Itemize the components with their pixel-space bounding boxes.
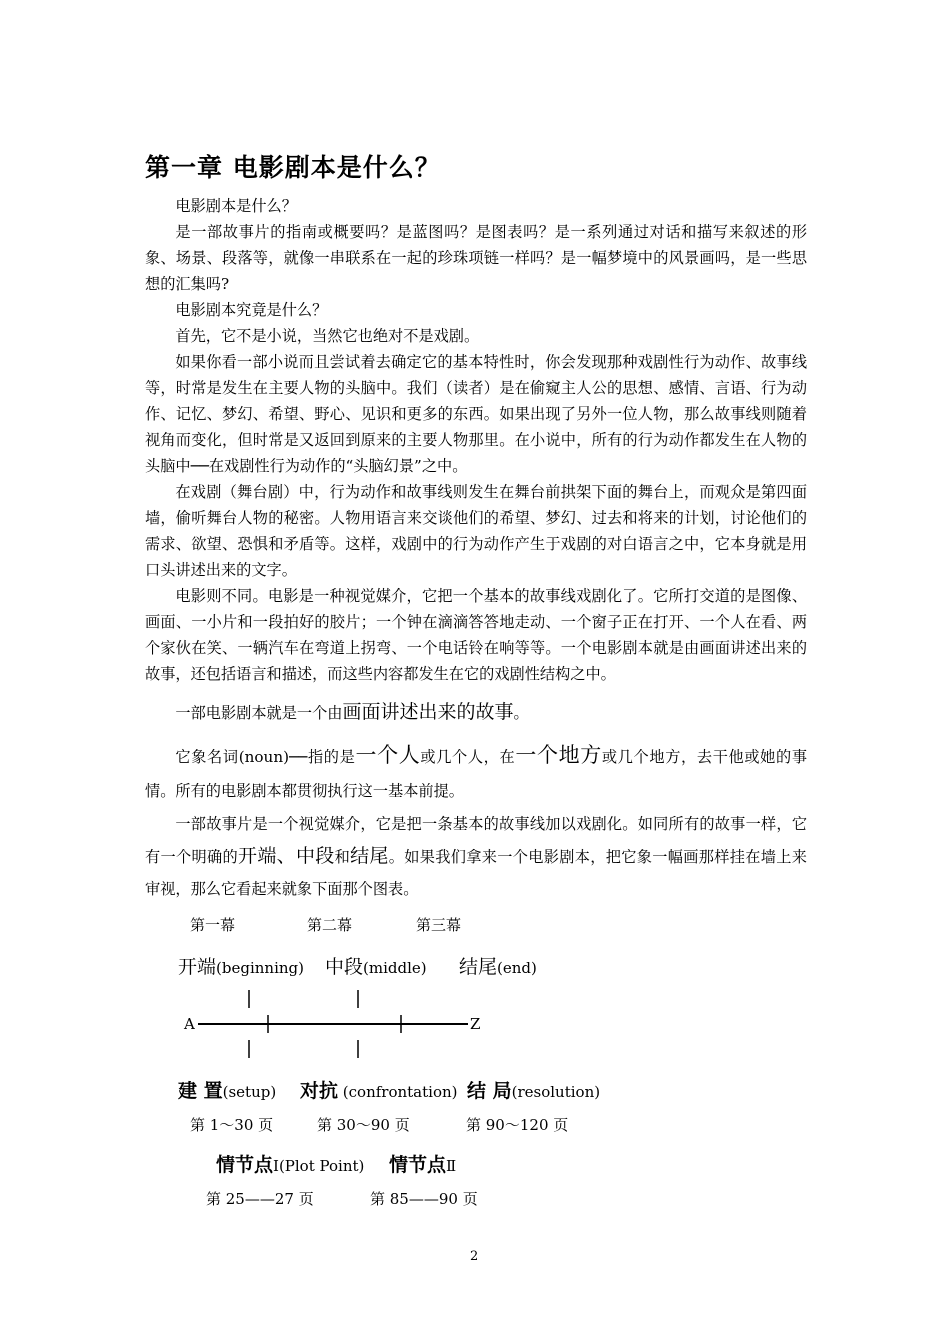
chapter-title: 第一章 电影剧本是什么？ bbox=[145, 153, 441, 182]
part-en: (beginning) bbox=[216, 959, 304, 977]
page-number: 2 bbox=[470, 1249, 479, 1264]
section-cn: 建 置 bbox=[178, 1080, 223, 1102]
emphasis-text: 一个人 bbox=[355, 743, 421, 767]
plot-point-en: Ⅱ bbox=[446, 1157, 457, 1175]
line-start-label: A bbox=[184, 1015, 195, 1033]
text-run: 一部故事片是一个视觉媒介，它是把一条基本的故事线加以戏剧化。如同所有的故事一样，它有一个明确的 bbox=[145, 815, 807, 866]
text-run: 。如果我们拿来一个电影剧本，把它象一幅画那样挂在墙上来审视，那么它看起来就象下面那个图表。 bbox=[145, 848, 807, 898]
plot-point-label bbox=[389, 1150, 456, 1177]
paragraph: 电影则不同。电影是一种视觉媒介，它把一个基本的故事线戏剧化了。它所打交道的是图像、画面、一小片和一段拍好的胶片；一个钟在滴滴答答地走动、一个窗子正在打开、一个人在看、两个家伙在笑、一辆汽车在弯道上拐弯、一个电话铃在响等等。一个电影剧本就是由画面讲述出来的故事，还包括语言和描述，而这些内容都发生在它的戏剧性结构之中。 bbox=[145, 587, 807, 683]
part-cn: 中段 bbox=[325, 956, 364, 978]
text-run: 或几个人，在 bbox=[420, 748, 516, 766]
plot-point-cn: 情节点 bbox=[216, 1154, 274, 1176]
section-cn: 对抗 bbox=[300, 1080, 339, 1102]
text-run: 或几个地方，去干他或她的事情。所有的电影剧本都贯彻执行这一基本前提。 bbox=[145, 748, 808, 800]
part-cn: 开端 bbox=[178, 956, 217, 978]
section-label bbox=[467, 1076, 600, 1103]
paragraph: 在戏剧（舞台剧）中，行为动作和故事线则发生在舞台前拱架下面的舞台上，而观众是第四面墙，偷听舞台人物的秘密。人物用语言来交谈他们的希望、梦幻、过去和将来的计划，讨论他们的需求、欲望、恐惧和矛盾等。这样，戏剧中的行为动作产生于戏剧的对白语言之中，它本身就是用口头讲述出来的文字。 bbox=[145, 483, 807, 579]
emphasis-text: 一个地方 bbox=[515, 743, 602, 767]
plot-page-range: 第 25——27 页 bbox=[206, 1190, 314, 1208]
plot-page-range: 第 85——90 页 bbox=[370, 1190, 478, 1208]
text-run: 。 bbox=[513, 704, 529, 722]
text-run: 一部电影剧本就是一个由 bbox=[175, 704, 343, 722]
text-run: 它象名词(noun)──指的是 bbox=[175, 748, 356, 766]
paragraph: 电影剧本是什么？ bbox=[175, 197, 297, 215]
page-range: 第 90～120 页 bbox=[466, 1116, 569, 1134]
page-range: 第 1～30 页 bbox=[190, 1116, 274, 1134]
emphasis-text: 结尾 bbox=[350, 845, 389, 867]
page-range: 第 30～90 页 bbox=[317, 1116, 410, 1134]
emphasis-text: 画面讲述出来的故事 bbox=[342, 701, 514, 723]
section-cn: 结 局 bbox=[467, 1080, 512, 1102]
paragraph: 首先，它不是小说，当然它也绝对不是戏剧。 bbox=[175, 327, 480, 345]
part-en: (end) bbox=[497, 959, 537, 977]
plot-point-label bbox=[216, 1150, 364, 1177]
section-label bbox=[300, 1076, 457, 1103]
section-en: (setup) bbox=[222, 1083, 277, 1101]
emphasis-text: 开端、中段 bbox=[238, 845, 335, 867]
act-label: 第二幕 bbox=[307, 916, 353, 934]
part-en: (middle) bbox=[363, 959, 427, 977]
plot-point-cn: 情节点 bbox=[389, 1154, 447, 1176]
section-en: (confrontation) bbox=[338, 1083, 458, 1101]
paragraph: 电影剧本究竟是什么？ bbox=[175, 301, 328, 319]
section-label bbox=[178, 1076, 276, 1103]
text-run: 和 bbox=[334, 848, 351, 866]
line-end-label: Z bbox=[470, 1015, 481, 1033]
act-label: 第一幕 bbox=[190, 916, 236, 934]
paragraph: 如果你看一部小说而且尝试着去确定它的基本特性时，你会发现那种戏剧性行为动作、故事线等，时常是发生在主要人物的头脑中。我们（读者）是在偷窥主人公的思想、感情、言语、行为动作、记忆、梦幻、希望、野心、见识和更多的东西。如果出现了另外一位人物，那么故事线则随着视角而变化，但时常是又返回到原来的主要人物那里。在小说中，所有的行为动作都发生在人物的头脑中──在戏剧性行为动作的“头脑幻景”之中。 bbox=[145, 353, 807, 475]
act-label: 第三幕 bbox=[416, 916, 462, 934]
part-cn: 结尾 bbox=[459, 956, 498, 978]
section-en: (resolution) bbox=[511, 1083, 601, 1101]
paragraph: 是一部故事片的指南或概要吗？是蓝图吗？是图表吗？是一系列通过对话和描写来叙述的形象、场景、段落等，就像一串联系在一起的珍珠项链一样吗？是一幅梦境中的风景画吗，是一些思想的汇集吗? bbox=[145, 223, 807, 293]
plot-point-en: Ⅰ(Plot Point) bbox=[273, 1157, 365, 1175]
